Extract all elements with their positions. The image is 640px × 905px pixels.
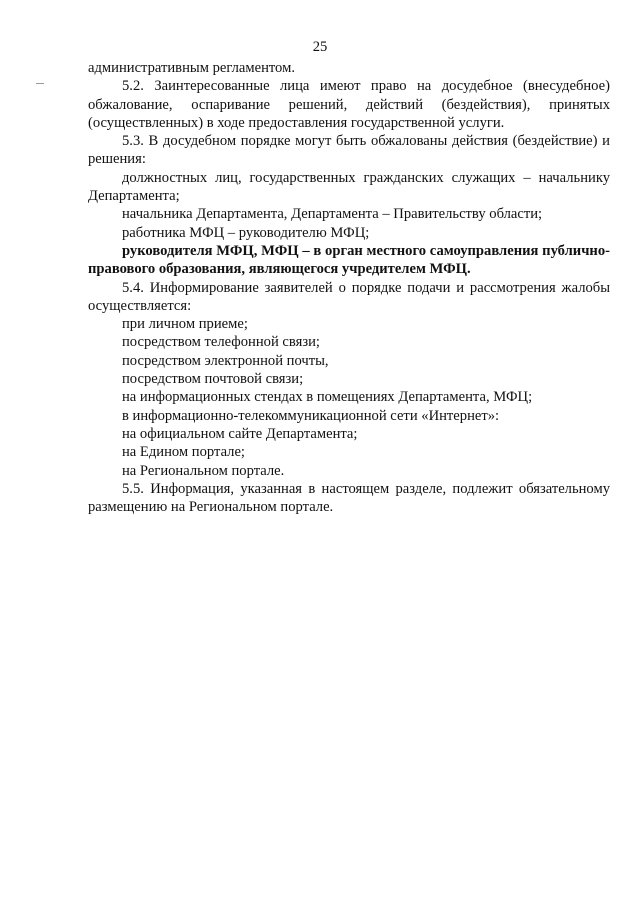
list-item-postal: посредством почтовой связи; xyxy=(122,371,304,388)
list-item-telephone: посредством телефонной связи; xyxy=(122,334,320,351)
list-item-unified-portal: на Едином портале; xyxy=(122,444,245,461)
list-item-official-site: на официальном сайте Департамента; xyxy=(122,425,358,442)
paragraph-mfc-employee: работника МФЦ – руководителю МФЦ; xyxy=(122,224,370,241)
margin-mark xyxy=(36,83,44,84)
paragraph-5-2: 5.2. Заинтересованные лица имеют право на досудебное (внесудебное) обжалование, оспаривание решений, действий (бездействия), принятых (осуществленных) в ходе предоставления государственной услуги. xyxy=(88,78,610,131)
paragraph-5-4: 5.4. Информирование заявителей о порядке подачи и рассмотрения жалобы осуществляется: xyxy=(88,279,610,314)
list-item-info-stands: на информационных стендах в помещениях Департамента, МФЦ; xyxy=(122,389,533,406)
paragraph-5-3: 5.3. В досудебном порядке могут быть обжалованы действия (бездействие) и решения: xyxy=(88,133,610,168)
document-body xyxy=(88,59,610,516)
paragraph-officials: должностных лиц, государственных гражданских служащих – начальнику Департамента; xyxy=(88,169,610,205)
page-number: 25 xyxy=(312,39,328,55)
paragraph-mfc-head: руководителя МФЦ, МФЦ – в орган местного самоуправления публично-правового образования, являющегося учредителем МФЦ. xyxy=(88,242,610,278)
list-item-personal-reception: при личном приеме; xyxy=(122,316,248,333)
list-item-email: посредством электронной почты, xyxy=(122,352,329,369)
list-item-regional-portal: на Региональном портале. xyxy=(122,462,285,479)
paragraph-regulation-end: административным регламентом. xyxy=(88,60,295,76)
paragraph-5-5: 5.5. Информация, указанная в настоящем разделе, подлежит обязательному размещению на Региональном портале. xyxy=(88,480,610,516)
paragraph-head-of-department: начальника Департамента, Департамента – Правительству области; xyxy=(122,206,543,223)
list-item-internet: в информационно-телекоммуникационной сети «Интернет»: xyxy=(122,407,500,424)
